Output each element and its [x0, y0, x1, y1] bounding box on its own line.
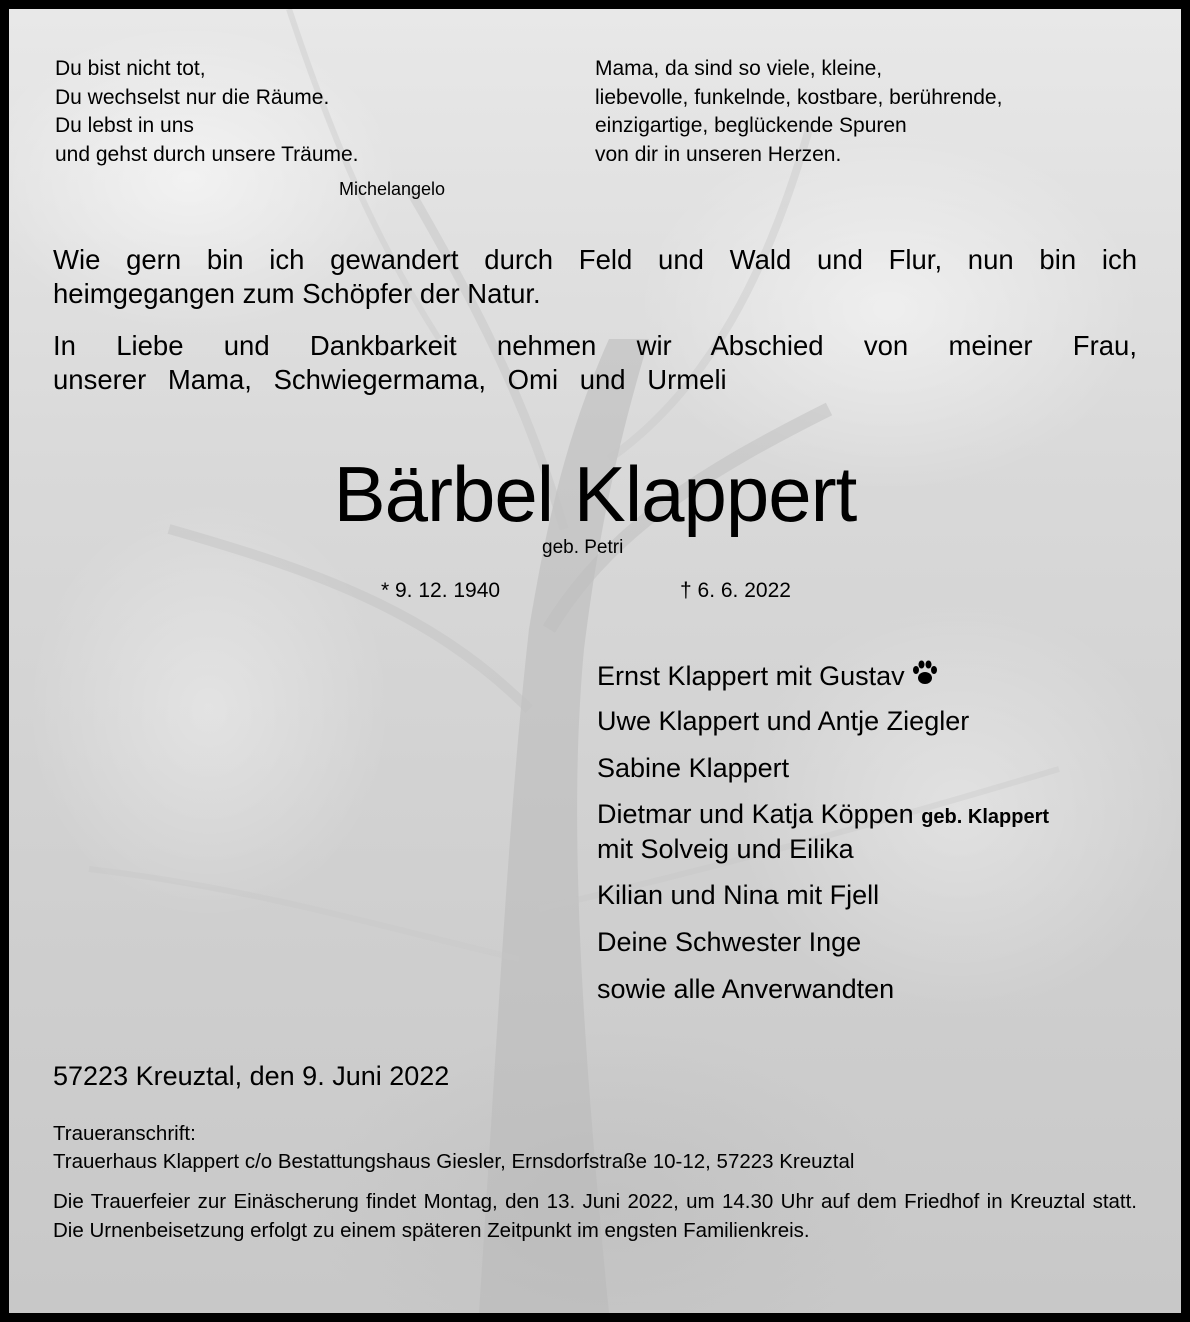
deceased-name: Bärbel Klappert [333, 450, 857, 538]
family-member: Sabine Klappert [597, 753, 790, 783]
poem-left-line: Du bist nicht tot, [55, 57, 206, 80]
death-date: † 6. 6. 2022 [680, 579, 791, 602]
family-member: sowie alle Anverwandten [597, 974, 895, 1004]
poem-right-line: liebevolle, funkelnde, kostbare, berührende, [595, 85, 1003, 109]
poem-right-line: von dir in unseren Herzen. [595, 142, 842, 166]
paw-icon [911, 659, 939, 687]
ceremony-text: Die Trauerfeier zur Einäscherung findet Montag, den 13. Juni 2022, um 14.30 Uhr auf dem Friedhof in Kreuztal statt. Die Urnenbeisetzung erfolgt zu einem späteren Zeitpunkt im engsten Familienkreis. [53, 1190, 1137, 1242]
poem-left-line: Du lebst in uns [55, 114, 194, 137]
poem-left-line: und gehst durch unsere Träume. [55, 142, 359, 166]
farewell-line: unserer Mama, Schwiegermama, Omi und Urmeli [53, 364, 727, 395]
address-label: Traueranschrift: [53, 1122, 196, 1145]
farewell-text [53, 329, 1137, 397]
maiden-name: geb. Petri [542, 537, 624, 558]
family-member: Deine Schwester Inge [597, 927, 862, 957]
family-member-continued: mit Solveig und Eilika [597, 834, 854, 864]
farewell-line: In Liebe und Dankbarkeit nehmen wir Abschied von meiner Frau, [53, 330, 1137, 361]
family-member [597, 798, 1049, 834]
family-member-note: geb. Klappert [921, 806, 1050, 828]
poem-left [55, 55, 359, 169]
poem-author: Michelangelo [339, 179, 446, 199]
intro-quote-line: Wie gern bin ich gewandert durch Feld und Wald und Flur, nun bin ich [53, 244, 1137, 275]
poem-right-line: einzigartige, beglückende Spuren [595, 114, 907, 137]
intro-quote [53, 243, 1137, 311]
mourning-address [53, 1120, 854, 1176]
address-line: Trauerhaus Klappert c/o Bestattungshaus Giesler, Ernsdorfstraße 10-12, 57223 Kreuztal [53, 1150, 855, 1173]
family-member: Uwe Klappert und Antje Ziegler [597, 706, 970, 736]
poem-left-line: Du wechselst nur die Räume. [55, 85, 330, 109]
forest-background-image [9, 9, 1181, 1313]
poem-right [595, 55, 1002, 169]
birth-date: * 9. 12. 1940 [381, 579, 501, 602]
intro-quote-line: heimgegangen zum Schöpfer der Natur. [53, 278, 541, 309]
place-and-date: 57223 Kreuztal, den 9. Juni 2022 [53, 1061, 450, 1091]
family-member [597, 659, 939, 693]
family-member-name: Ernst Klappert mit Gustav [597, 661, 905, 691]
family-member-name: Dietmar und Katja Köppen [597, 799, 914, 829]
poem-right-line: Mama, da sind so viele, kleine, [595, 57, 883, 80]
family-member: Kilian und Nina mit Fjell [597, 880, 880, 910]
